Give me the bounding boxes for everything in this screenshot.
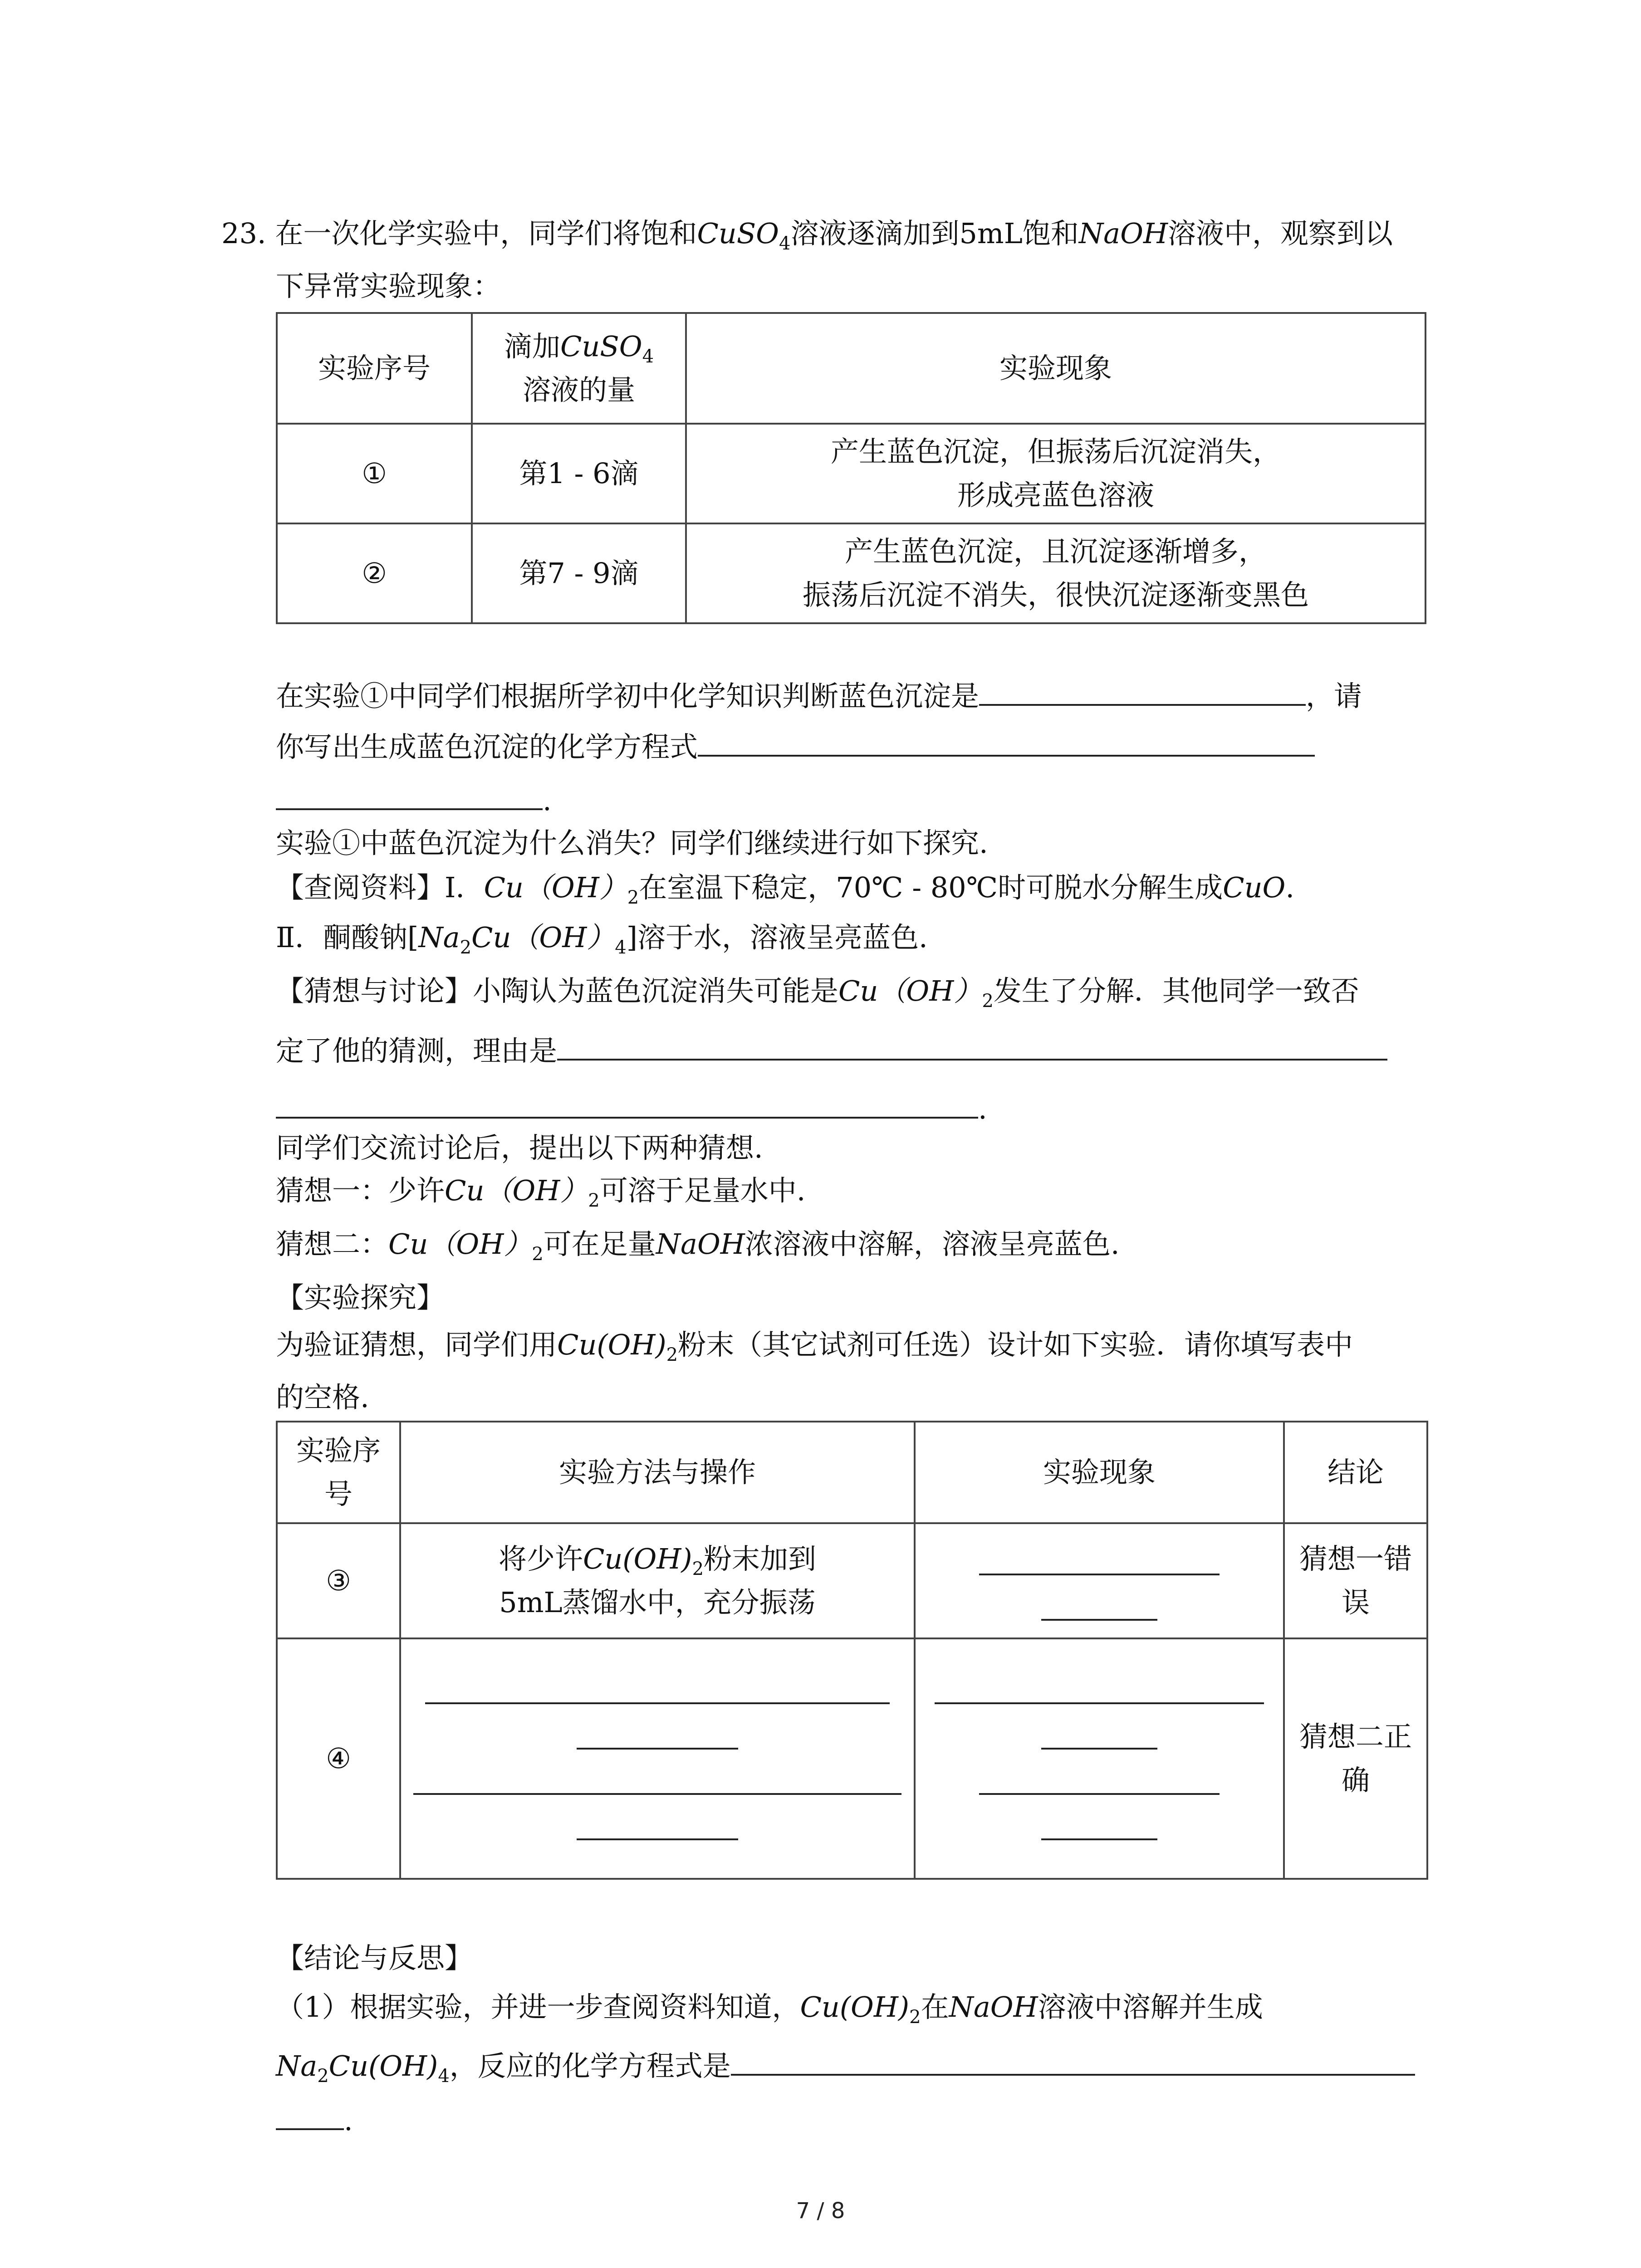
table2-row4-conclusion: 猜想二正 确 [1284,1638,1427,1879]
table2-row3-phenomenon [915,1523,1284,1638]
explore-text: 实验①中蓝色沉淀为什么消失？同学们继续进行如下探究. [276,826,988,860]
page-number: 7 / 8 [796,2198,845,2224]
table2-header-id: 实验序 号 [277,1422,400,1523]
q1-line3: . [276,785,552,815]
question-intro-line2: 下异常实验现象： [276,269,501,303]
guess-line2: 定了他的猜测，理由是 [276,1035,1387,1065]
table2-row4-method [400,1638,915,1879]
answer-blank-reason[interactable] [557,1035,1387,1061]
table2-header-phenomenon: 实验现象 [915,1422,1284,1523]
table1-header-id: 实验序号 [277,313,472,424]
experiment-label: 【实验探究】 [276,1281,445,1314]
info-line2: Ⅱ．酮酸钠$[Na_2Cu(OH)_4]$溶于水，溶液呈亮蓝色. [276,921,928,958]
guess-label: 【猜想与讨论】 [276,974,473,1007]
guess-after: 同学们交流讨论后，提出以下两种猜想. [276,1131,763,1164]
table2-row4-phenomenon [915,1638,1284,1879]
info-line1: 【查阅资料】Ⅰ．$Cu(OH)_2$在室温下稳定，70℃ - 80℃时可脱水分解生成CuO. [276,871,1295,908]
answer-blank-reason-cont[interactable] [276,1093,978,1119]
q1-line1: 在实验①中同学们根据所学初中化学知识判断蓝色沉淀是 ，请 [276,679,1362,713]
q1-line2: 你写出生成蓝色沉淀的化学方程式 [276,731,1315,761]
table1-row2-amount: 第7 - 9滴 [472,523,686,623]
table-row [277,523,1425,623]
table2-row4-id: ④ [277,1638,400,1879]
table1-row1-amount: 第1 - 6滴 [472,424,686,523]
answer-blank-equation[interactable] [698,731,1315,757]
table2-row3-id: ③ [277,1523,400,1638]
table-row [277,1638,1427,1879]
table1-header-phenomenon: 实验现象 [686,313,1425,424]
conclusion-line3: . [276,2105,353,2135]
table-row [277,1523,1427,1638]
conclusion-label: 【结论与反思】 [276,1941,473,1975]
experiment-table [276,1421,1428,1880]
table1-row1-phenomenon: 产生蓝色沉淀，但振荡后沉淀消失， 形成亮蓝色溶液 [686,424,1425,523]
conclusion-line1: （1）根据实验，并进一步查阅资料知道，$Cu(OH)_2$在NaOH溶液中溶解并生成 [276,1990,1263,2028]
answer-blank-equation-cont[interactable] [276,785,543,810]
answer-blank-precipitate[interactable] [979,680,1306,706]
table1-header-amount: 滴加CuSO$_4$ 溶液的量 [472,313,686,424]
guess-two: 猜想二：$Cu(OH)_2$可在足量NaOH浓溶液中溶解，溶液呈亮蓝色. [276,1227,1120,1265]
info-label: 【查阅资料】 [276,871,445,904]
table2-row3-method: 将少许$Cu(OH)_2$粉末加到 5mL蒸馏水中，充分振荡 [400,1523,915,1638]
table1-row2-phenomenon: 产生蓝色沉淀，且沉淀逐渐增多， 振荡后沉淀不消失，很快沉淀逐渐变黑色 [686,523,1425,623]
guess-line3: . [276,1093,987,1123]
guess-line1: 【猜想与讨论】小陶认为蓝色沉淀消失可能是$Cu(OH)_2$发生了分解．其他同学一致否 [276,974,1359,1012]
conclusion-line2: $Na_2Cu(OH)_4$，反应的化学方程式是 [276,2050,1415,2080]
table2-row3-conclusion: 猜想一错 误 [1284,1523,1427,1638]
question-intro-line1: 23. 在一次化学实验中，同学们将饱和CuSO$_4$溶液逐滴加到5mL饱和NaOH溶液中，观察到以 [221,217,1393,254]
answer-blank-conclusion-cont[interactable] [276,2105,344,2130]
answer-blank-conclusion-equation[interactable] [731,2050,1415,2076]
observation-table [276,312,1426,624]
guess-one: 猜想一：少许$Cu(OH)_2$可溶于足量水中. [276,1174,806,1211]
table-row [277,424,1425,523]
experiment-line2: 的空格. [276,1381,369,1414]
question-number: 23. [221,217,266,250]
table1-row2-id: ② [277,523,472,623]
experiment-line1: 为验证猜想，同学们用$Cu(OH)_2$粉末（其它试剂可任选）设计如下实验．请你填写表中 [276,1328,1353,1365]
table2-header-conclusion: 结论 [1284,1422,1427,1523]
table1-row1-id: ① [277,424,472,523]
table2-header-method: 实验方法与操作 [400,1422,915,1523]
